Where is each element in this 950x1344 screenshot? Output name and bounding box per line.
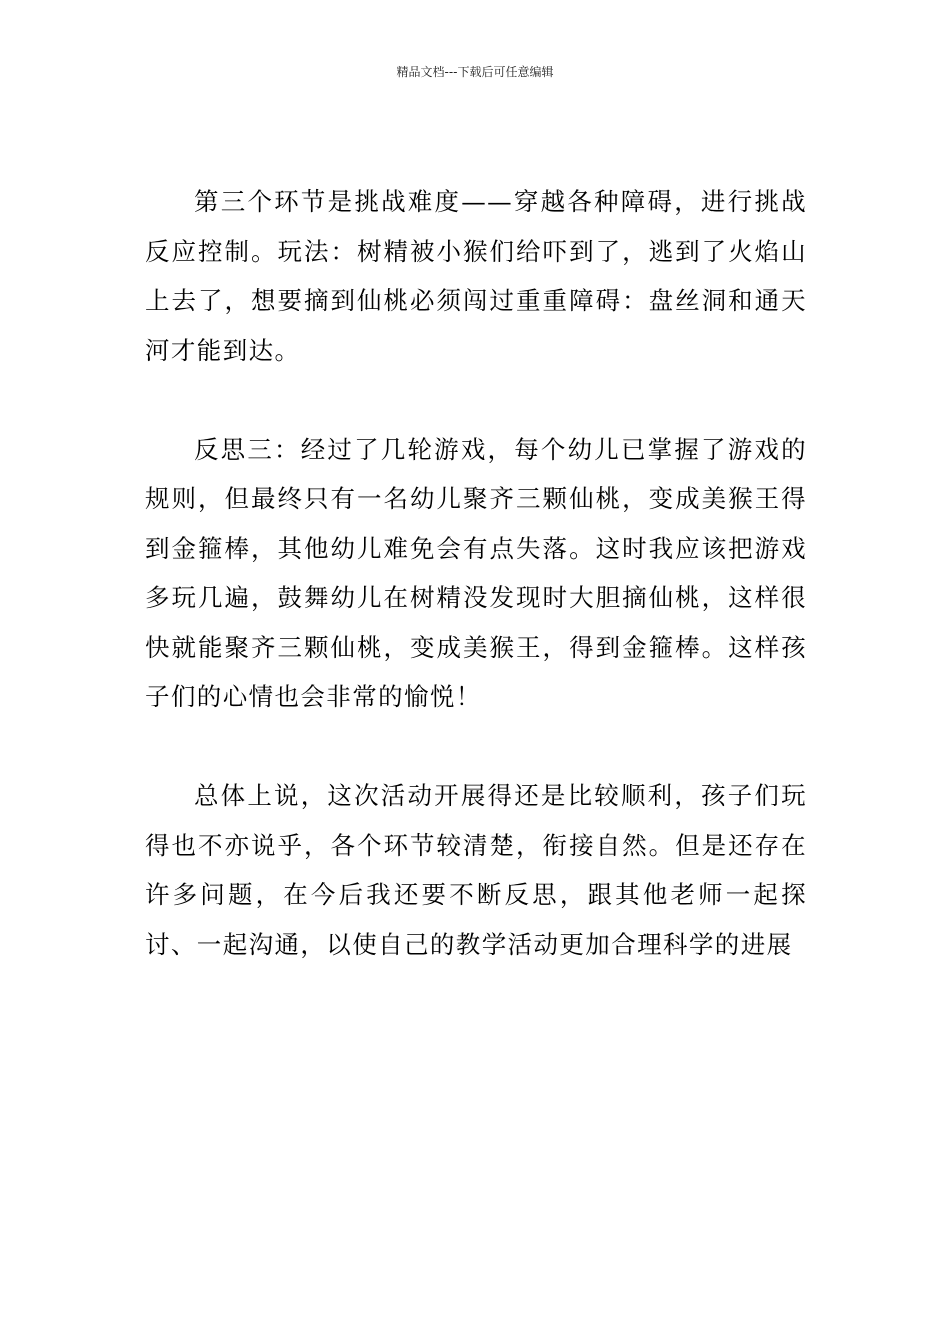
paragraph-challenge-stage: 第三个环节是挑战难度——穿越各种障碍，进行挑战反应控制。玩法：树精被小猴们给吓到了，逃到了火焰山上去了，想要摘到仙桃必须闯过重重障碍：盘丝洞和通天河才能到达。 xyxy=(145,187,807,365)
paragraph-summary: 总体上说，这次活动开展得还是比较顺利，孩子们玩得也不亦说乎，各个环节较清楚，衔接自然。但是还存在许多问题，在今后我还要不断反思，跟其他老师一起探讨、一起沟通，以使自己的教学活动更加合理科学的进展 xyxy=(145,781,807,959)
paragraph-reflection-three: 反思三：经过了几轮游戏，每个幼儿已掌握了游戏的规则，但最终只有一名幼儿聚齐三颗仙桃，变成美猴王得到金箍棒，其他幼儿难免会有点失落。这时我应该把游戏多玩几遍，鼓舞幼儿在树精没发现时大胆摘仙桃，这样很快就能聚齐三颗仙桃，变成美猴王，得到金箍棒。这样孩子们的心情也会非常的愉悦！ xyxy=(145,434,807,711)
page-header: 精品文档---下载后可任意编辑 xyxy=(396,65,554,79)
document-body xyxy=(145,177,807,969)
